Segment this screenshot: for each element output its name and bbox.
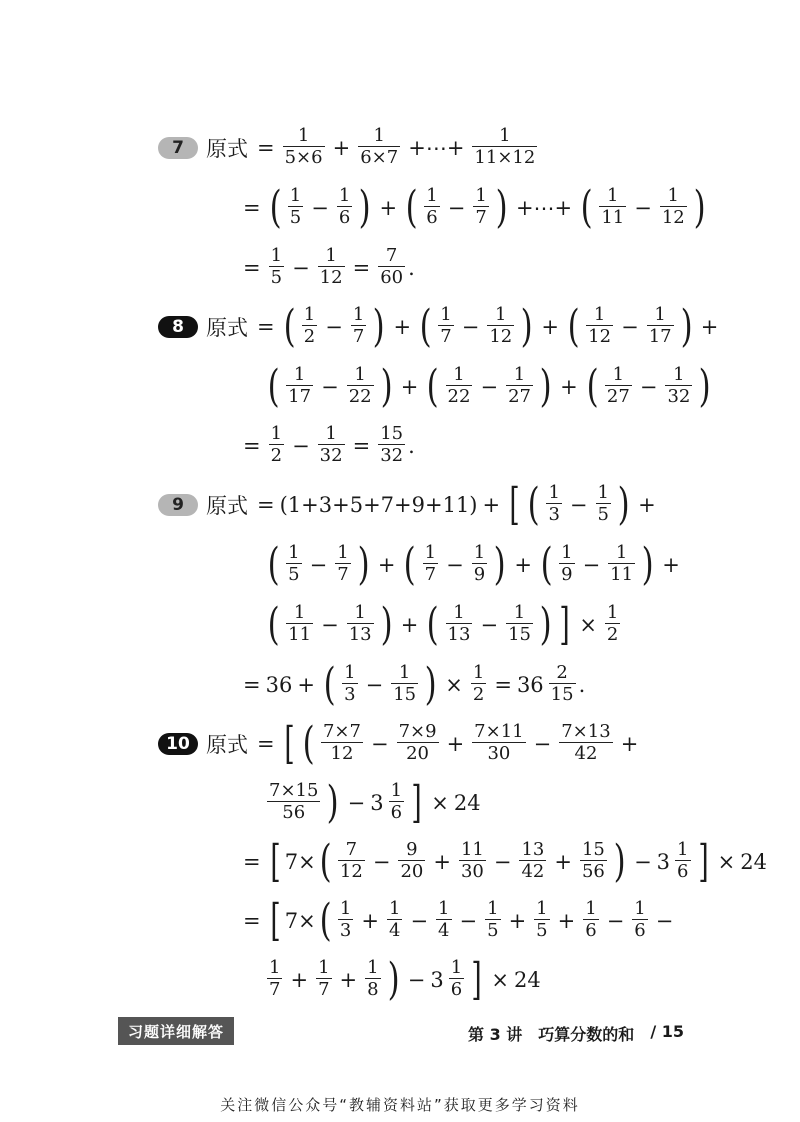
problem-number-badge: 10 xyxy=(158,733,198,755)
lecture-title: 巧算分数的和 xyxy=(538,1025,635,1044)
problem-number-badge: 8 xyxy=(158,316,198,338)
problem-label: 原式 xyxy=(206,136,248,161)
problem-10-line-5: $\frac{1}{7}$ + $\frac{1}{7}$ + $\frac{1}{8}$ ) − 3 $\frac{1}{6}$ ] × 24 xyxy=(269,953,541,1005)
problem-10-line-3: = [ 7× ( $\frac{7}{12}$ − $\frac{9}{20}$ + $\frac{11}{30}$ − $\frac{13}{42}$ + $\frac{15}{56}$ ) − 3 $\frac{1}{6}$ ] × 24 xyxy=(243,835,768,887)
problem-9-line-1: 9 原式 = (1+3+5+7+9+11) + [ ( $\frac{1}{3}$ − $\frac{1}{5}$ ) + xyxy=(158,483,661,526)
page-number: / 15 xyxy=(650,1022,684,1041)
problem-9-line-2: ( $\frac{1}{5}$ − $\frac{1}{7}$ ) + ( $\frac{1}{7}$ − $\frac{1}{9}$ ) + ( $\frac{1}{9}$ − $\frac{1}{11}$ ) + xyxy=(267,538,680,590)
problem-10-line-1: 10 原式 = [ ( $\frac{7\times 7}{12}$ − $\frac{7\times 9}{20}$ + $\frac{7\times 11}{30}$ − $\frac{7\times 13}{42}$ + xyxy=(158,722,643,765)
problem-8-line-3: = $\frac{1}{2}$ − $\frac{1}{32}$ = $\frac{15}{32}$ . xyxy=(243,423,415,466)
problem-9-line-3: ( $\frac{1}{11}$ − $\frac{1}{13}$ ) + ( $\frac{1}{13}$ − $\frac{1}{15}$ ) ] × $\frac{1}{2}$ xyxy=(267,598,619,650)
problem-7-line-1: 7 原式 = $\frac{1}{5\times 6}$ + $\frac{1}{6\times 7}$ +⋯+ $\frac{1}{11\times 12}$ xyxy=(158,126,540,169)
running-header xyxy=(468,1022,684,1045)
lecture-number: 第 3 讲 xyxy=(468,1025,523,1044)
problem-number-badge: 7 xyxy=(158,137,198,159)
watermark-text: 关注微信公众号“教辅资料站”获取更多学习资料 xyxy=(220,1096,580,1114)
problem-label: 原式 xyxy=(206,315,248,340)
problem-10-line-2: $\frac{7\times 15}{56}$ ) − 3 $\frac{1}{6}$ ] × 24 xyxy=(269,776,481,828)
problem-label: 原式 xyxy=(206,732,248,757)
problem-label: 原式 xyxy=(206,493,248,518)
problem-number-badge: 9 xyxy=(158,494,198,516)
problem-8-line-1: 8 原式 = ( $\frac{1}{2}$ − $\frac{1}{7}$ ) + ( $\frac{1}{7}$ − $\frac{1}{12}$ ) + ( $\frac{1}{12}$ − $\frac{1}{17}$ ) + xyxy=(158,305,723,348)
section-label: 习题详细解答 xyxy=(118,1017,234,1045)
problem-7-line-2: = ( $\frac{1}{5}$ − $\frac{1}{6}$ ) + ( $\frac{1}{6}$ − $\frac{1}{7}$ ) +⋯+ ( $\frac{1}{11}$ − $\frac{1}{12}$ ) xyxy=(243,181,706,233)
problem-10-line-4: = [ 7× ( $\frac{1}{3}$ + $\frac{1}{4}$ − $\frac{1}{4}$ − $\frac{1}{5}$ + $\frac{1}{5}$ + $\frac{1}{6}$ − $\frac{1}{6}$ − xyxy=(243,894,674,946)
problem-7-line-3: = $\frac{1}{5}$ − $\frac{1}{12}$ = $\frac{7}{60}$ . xyxy=(243,245,415,288)
problem-9-line-4: = 36 + ( $\frac{1}{3}$ − $\frac{1}{15}$ ) × $\frac{1}{2}$ = 36 $\frac{2}{15}$ . xyxy=(243,658,586,710)
problem-8-line-2: ( $\frac{1}{17}$ − $\frac{1}{22}$ ) + ( $\frac{1}{22}$ − $\frac{1}{27}$ ) + ( $\frac{1}{27}$ − $\frac{1}{32}$ ) xyxy=(267,360,711,412)
